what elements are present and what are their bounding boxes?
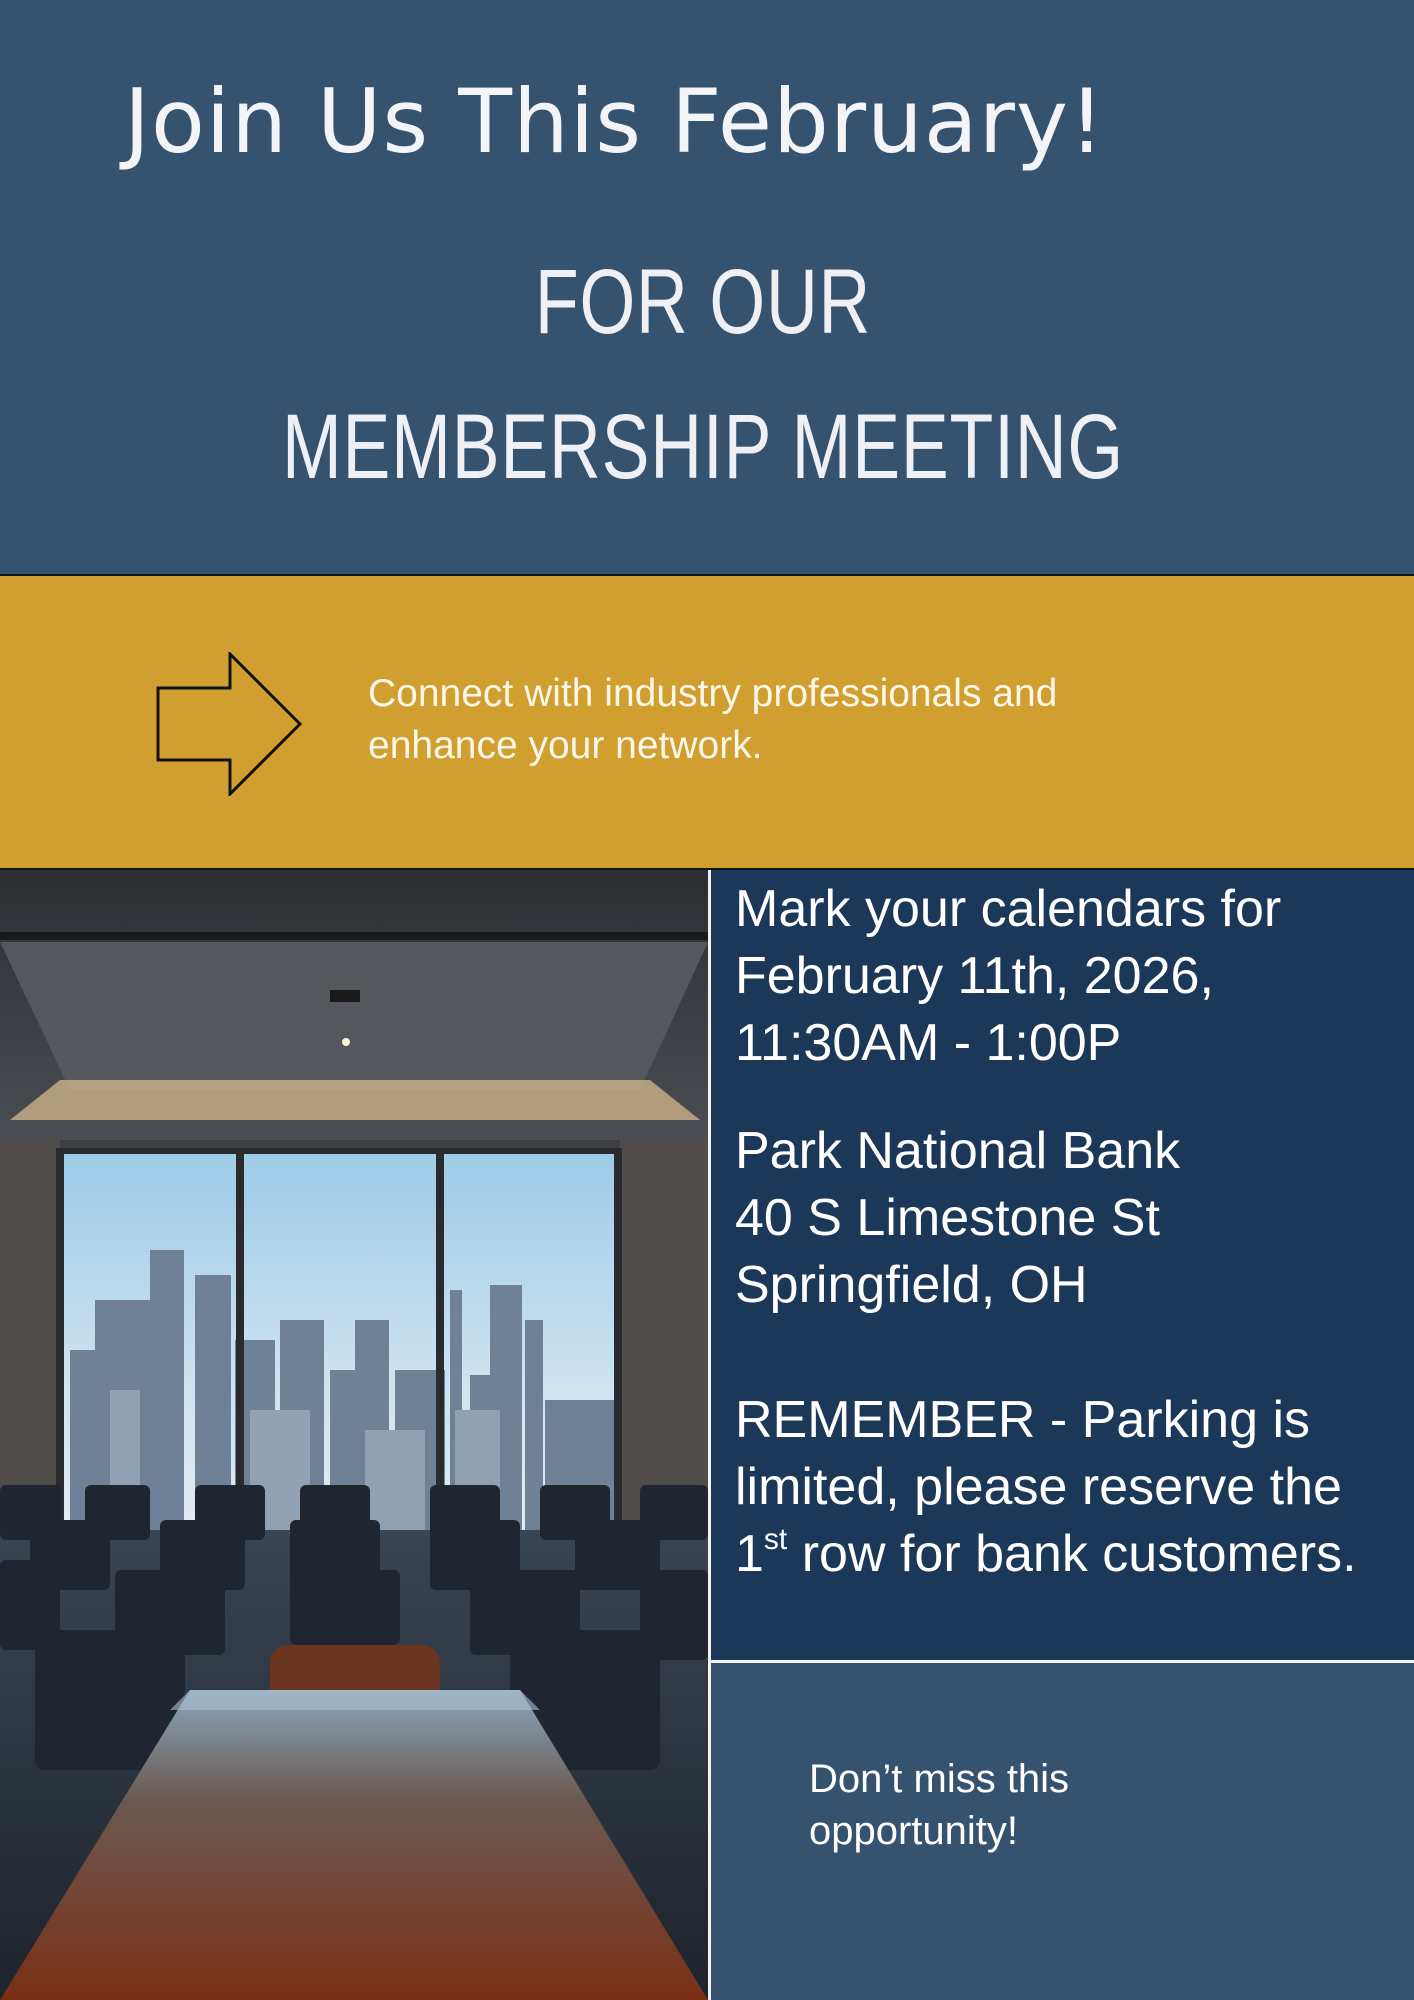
reminder-text-end: row for bank customers. — [787, 1525, 1357, 1583]
headline: Join Us This February! — [124, 70, 1106, 173]
cta-text: Don’t miss this opportunity! — [809, 1757, 1070, 1853]
address-line-2: 40 S Limestone St — [735, 1189, 1160, 1247]
tagline-text: Connect with industry professionals and enhance your network. — [368, 672, 1058, 767]
event-address — [735, 1118, 1375, 1319]
arrow-right-icon — [156, 652, 302, 796]
conference-room-photo — [0, 870, 708, 2000]
parking-reminder — [735, 1387, 1375, 1588]
subhead-line-1: FOR OUR — [534, 251, 872, 353]
address-line-3: Springfield, OH — [735, 1256, 1088, 1314]
reminder-text-start: REMEMBER - Parking is limited, please reserve the 1 — [735, 1391, 1342, 1583]
ordinal-suffix: st — [763, 1523, 788, 1556]
event-date-text: Mark your calendars for February 11th, 2026, 11:30AM - 1:00P — [735, 880, 1282, 1072]
subhead-line-2: MEMBERSHIP MEETING — [281, 396, 1125, 498]
header-section — [0, 0, 1414, 576]
cta-panel — [711, 1663, 1414, 2000]
conference-room-illustration — [0, 870, 708, 2000]
details-panel — [711, 870, 1414, 1660]
address-line-1: Park National Bank — [735, 1122, 1181, 1180]
